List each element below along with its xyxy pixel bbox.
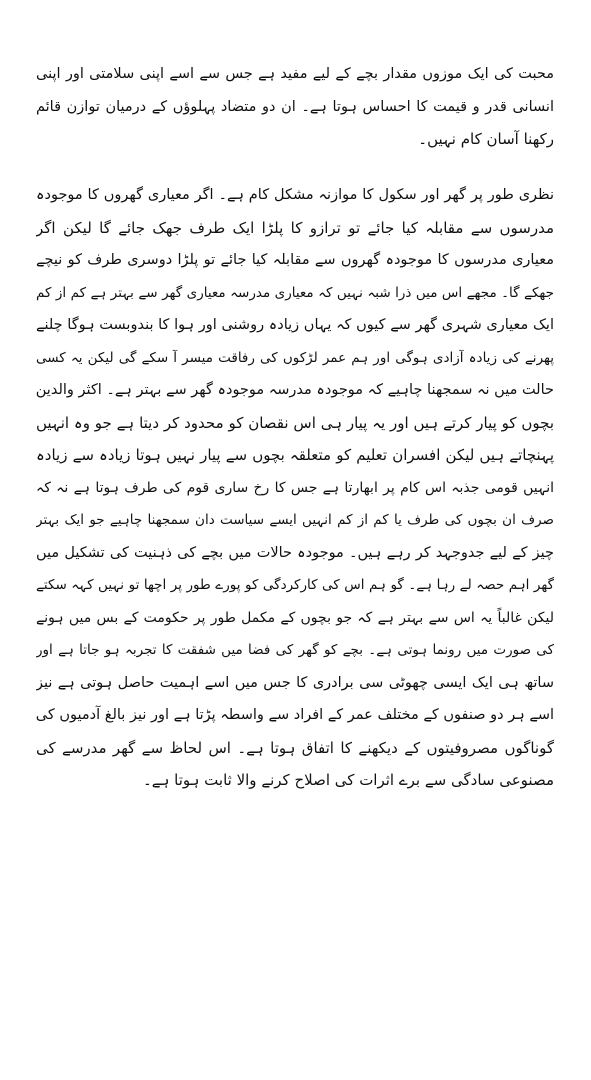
- text-line: اسے ہر دو صنفوں کے مختلف عمر کے افراد سے واسطہ پڑتا ہے اور نیز بالغ آدمیوں کی: [36, 707, 554, 723]
- text-line: لیکن غالباً یہ اس سے بہتر ہے کہ جو بچوں کے مکمل طور پر حکومت کے بس میں ہونے: [36, 609, 554, 626]
- text-line: بچوں کو پیار کرتے ہیں اور یہ پیار ہی اس نقصان کو محدود کر دیتا ہے جو وہ انہیں: [36, 413, 554, 432]
- text-line: پھرنے کی زیادہ آزادی ہوگی اور ہم عمر لڑکوں کی رفاقت میسر آ سکے گی لیکن یہ کسی: [36, 349, 554, 366]
- text-line: گوناگوں مصروفیتوں کے دیکھنے کا اتفاق ہوتا ہے۔ اس لحاظ سے گھر مدرسے کی: [36, 738, 554, 757]
- text-line: صرف ان بچوں کی طرف یا کم از کم انہیں ایسے سیاست دان سمجھنا چاہیے جو ایک بہتر: [36, 512, 554, 528]
- text-line: معیاری مدرسوں کا موجودہ گھروں سے مقابلہ کیا جائے تو پلڑا دوسری طرف کو نیچے: [36, 252, 554, 268]
- text-line: کی صورت میں رونما ہوتی ہے۔ بچے کو گھر کی فضا میں شفقت کا تجربہ ہو جاتا ہے اور: [36, 642, 554, 658]
- text-line: محبت کی ایک موزوں مقدار بچے کے لیے مفید ہے جس سے اسے اپنی سلامتی اور اپنی: [36, 66, 554, 82]
- text-line: جھکے گا۔ مجھے اس میں ذرا شبہ نہیں کہ معیاری مدرسہ معیاری گھر سے بہتر ہے کم از کم: [36, 284, 554, 301]
- paragraph-2: [36, 179, 554, 797]
- text-line: پہنچاتے ہیں لیکن افسران تعلیم کو متعلقہ بچوں سے پیار نہیں ہوتا زیادہ سے زیادہ: [36, 446, 554, 464]
- text-line: انہیں قومی جذبہ اس کام پر ابھارتا ہے جس کا رخ ساری قوم کی طرف ہوتا ہے نہ کہ: [36, 479, 554, 496]
- text-line: ساتھ ہی ایک ایسی چھوٹی سی برادری کا جس میں اسے اہمیت حاصل ہوتی ہے نیز: [36, 674, 554, 691]
- text-line: گھر اہم حصہ لے رہا ہے۔ گو ہم اس کی کارکردگی کو پورے طور پر اچھا تو نہیں کہہ سکتے: [36, 577, 554, 593]
- text-line: مدرسوں سے مقابلہ کیا جائے تو ترازو کا پلڑا ایک طرف جھک جائے گا لیکن اگر: [36, 218, 554, 237]
- text-line: رکھنا آسان کام نہیں۔: [418, 130, 554, 148]
- text-line: ایک معیاری شہری گھر سے کیوں کہ یہاں زیادہ روشنی اور ہوا کا بندوبست ہوگا چلنے: [36, 317, 554, 333]
- text-line: نظری طور پر گھر اور سکول کا موازنہ مشکل کام ہے۔ اگر معیاری گھروں کا موجودہ: [36, 187, 554, 203]
- text-line: انسانی قدر و قیمت کا احساس ہوتا ہے۔ ان دو متضاد پہلوؤں کے درمیان توازن قائم: [36, 98, 554, 115]
- text-line: حالت میں نہ سمجھنا چاہیے کہ موجودہ مدرسہ موجودہ گھر سے بہتر ہے۔ اکثر والدین: [36, 382, 554, 398]
- text-line: مصنوعی سادگی سے برے اثرات کی اصلاح کرنے والا ثابت ہوتا ہے۔: [142, 771, 554, 789]
- text-line: چیز کے لیے جدوجہد کر رہے ہیں۔ موجودہ حالات میں بچے کی ذہنیت کی تشکیل میں: [36, 544, 554, 561]
- paragraph-1: [36, 58, 554, 156]
